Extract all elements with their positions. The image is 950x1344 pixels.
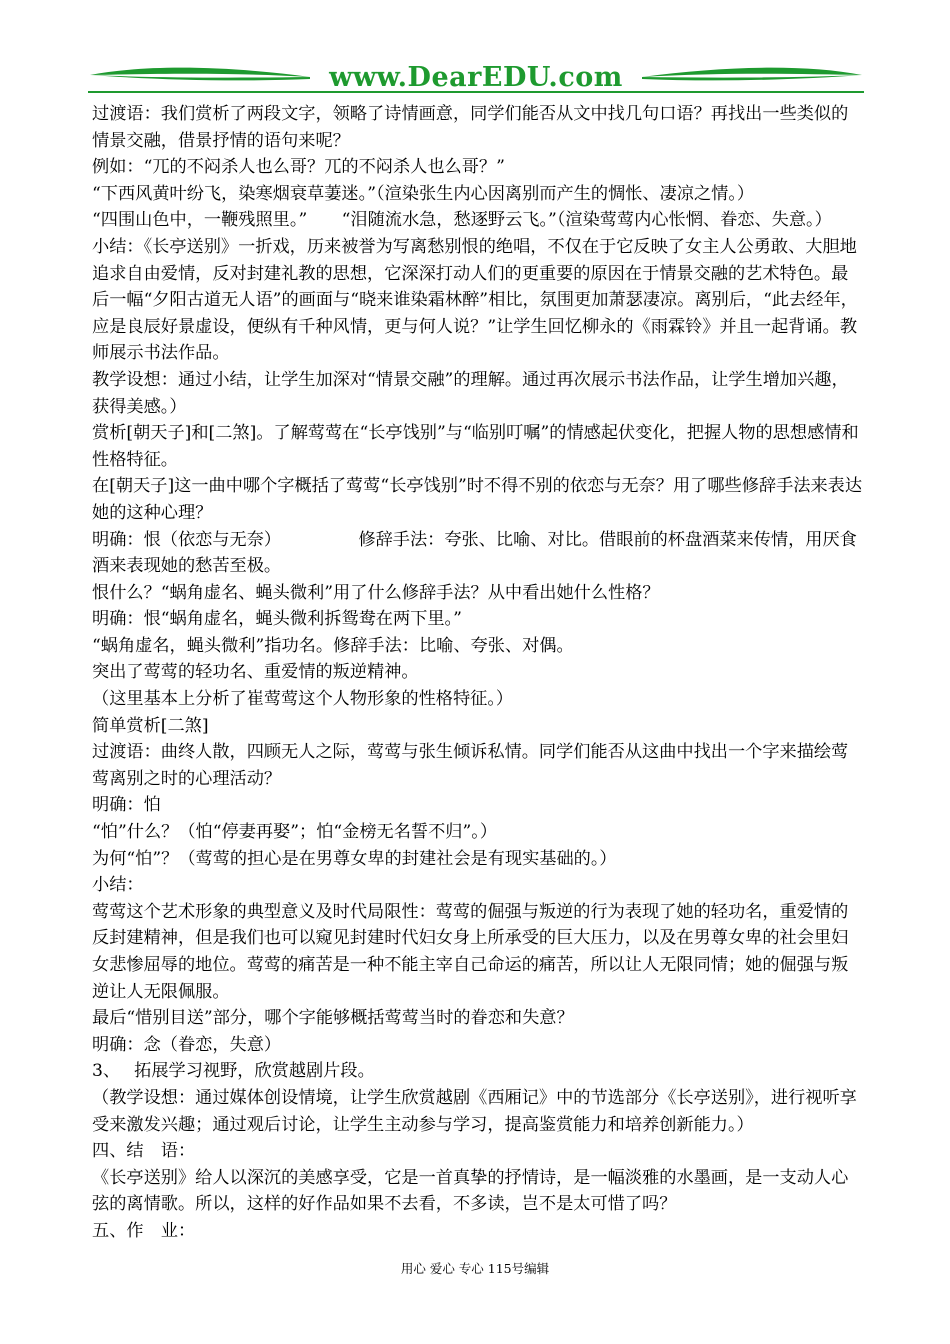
paragraph: “怕”什么？（怕“停妻再娶”；怕“金榜无名誓不归”。） (92, 822, 498, 843)
site-logo: www.DearEDU.com (329, 62, 623, 93)
paragraph: 3、 拓展学习视野，欣赏越剧片段。 (92, 1061, 375, 1082)
paragraph: （教学设想：通过媒体创设情境，让学生欣赏越剧《西厢记》中的节选部分《长亭送别》，进行视听享受来激发兴趣；通过观后讨论，让学生主动参与学习，提高鉴赏能力和培养创新能力。） (92, 1087, 857, 1135)
site-header (88, 58, 864, 98)
paragraph: 在[朝天子]这一曲中哪个字概括了莺莺“长亭饯别”时不得不别的依恋与无奈？用了哪些修辞手法来表达她的这种心理？ (92, 476, 863, 523)
paragraph: 赏析[朝天子]和[二煞]。了解莺莺在“长亭饯别”与“临别叮嘱”的情感起伏变化，把握人物的思想感情和性格特征。 (92, 423, 859, 470)
paragraph: 过渡语：我们赏析了两段文字，领略了诗情画意，同学们能否从文中找几句口语？再找出一些类似的情景交融，借景抒情的语句来呢？ (92, 104, 849, 151)
paragraph: 突出了莺莺的轻功名、重爱情的叛逆精神。 (92, 662, 419, 683)
paragraph: 明确：念（眷恋，失意） (92, 1034, 282, 1055)
paragraph: “下西风黄叶纷飞，染寒烟衰草萋迷。”（渲染张生内心因离别而产生的惆怅、凄凉之情。） (92, 183, 755, 204)
paragraph: 莺莺这个艺术形象的典型意义及时代局限性：莺莺的倔强与叛逆的行为表现了她的轻功名，重爱情的反封建精神，但是我们也可以窥见封建时代妇女身上所承受的巨大压力，以及在男尊女卑的社会里妇女悲惨屈辱的地位。莺莺的痛苦是一种不能主宰自己命运的痛苦，所以让人无限同情；她的倔强与叛逆让人无限佩服。 (92, 901, 849, 1002)
paragraph: 教学设想：通过小结，让学生加深对“情景交融”的理解。通过再次展示书法作品，让学生增加兴趣，获得美感。） (92, 369, 849, 417)
paragraph: “蜗角虚名，蝇头微利”指功名。修辞手法：比喻、夸张、对偶。 (92, 635, 574, 656)
document-body (92, 101, 864, 1245)
paragraph: 五、作 业： (92, 1220, 196, 1241)
paragraph: 例如：“兀的不闷杀人也么哥？兀的不闷杀人也么哥？” (92, 157, 505, 178)
paragraph: 简单赏析[二煞] (92, 715, 209, 736)
paragraph: 最后“惜别目送”部分，哪个字能够概括莺莺当时的眷恋和失意？ (92, 1008, 574, 1029)
paragraph: 恨什么？“蜗角虚名、蝇头微利”用了什么修辞手法？从中看出她什么性格？ (92, 582, 660, 603)
paragraph: 明确：怕 (92, 795, 161, 816)
paragraph: （这里基本上分析了崔莺莺这个人物形象的性格特征。） (92, 689, 514, 710)
page-footer: 用心 爱心 专心 115号编辑 (400, 1261, 550, 1276)
paragraph: “四围山色中，一鞭残照里。” “泪随流水急，愁逐野云飞。”（渲染莺莺内心怅惘、眷恋、失意。） (92, 210, 832, 231)
paragraph: 过渡语：曲终人散，四顾无人之际，莺莺与张生倾诉私情。同学们能否从这曲中找出一个字来描绘莺莺离别之时的心理活动？ (92, 742, 849, 789)
paragraph: 小结： (92, 875, 144, 896)
paragraph: 为何“怕”？（莺莺的担心是在男尊女卑的封建社会是有现实基础的。） (92, 848, 617, 869)
paragraph: 小结：《长亭送别》一折戏，历来被誉为写离愁别恨的绝唱，不仅在于它反映了女主人公勇敢、大胆地追求自由爱情，反对封建礼教的思想，它深深打动人们的更重要的原因在于情景交融的艺术特色。最后一幅“夕阳古道无人语”的画面与“晓来谁染霜林醉”相比，氛围更加萧瑟凄凉。离别后，“此去经年，应是良辰好景虚设，便纵有千种风情，更与何人说？”让学生回忆柳永的《雨霖铃》并且一起背诵。教师展示书法作品。 (92, 236, 858, 364)
paragraph: 明确：恨（依恋与无奈） 修辞手法：夸张、比喻、对比。借眼前的杯盘酒菜来传情，用厌食酒来表现她的愁苦至极。 (92, 529, 857, 577)
paragraph: 《长亭送别》给人以深沉的美感享受，它是一首真挚的抒情诗，是一幅淡雅的水墨画，是一支动人心弦的离情歌。所以，这样的好作品如果不去看，不多读，岂不是太可惜了吗？ (92, 1167, 849, 1215)
paragraph: 四、结 语： (92, 1141, 196, 1162)
paragraph: 明确：恨“蜗角虚名，蝇头微利拆鸳鸯在两下里。” (92, 609, 462, 630)
